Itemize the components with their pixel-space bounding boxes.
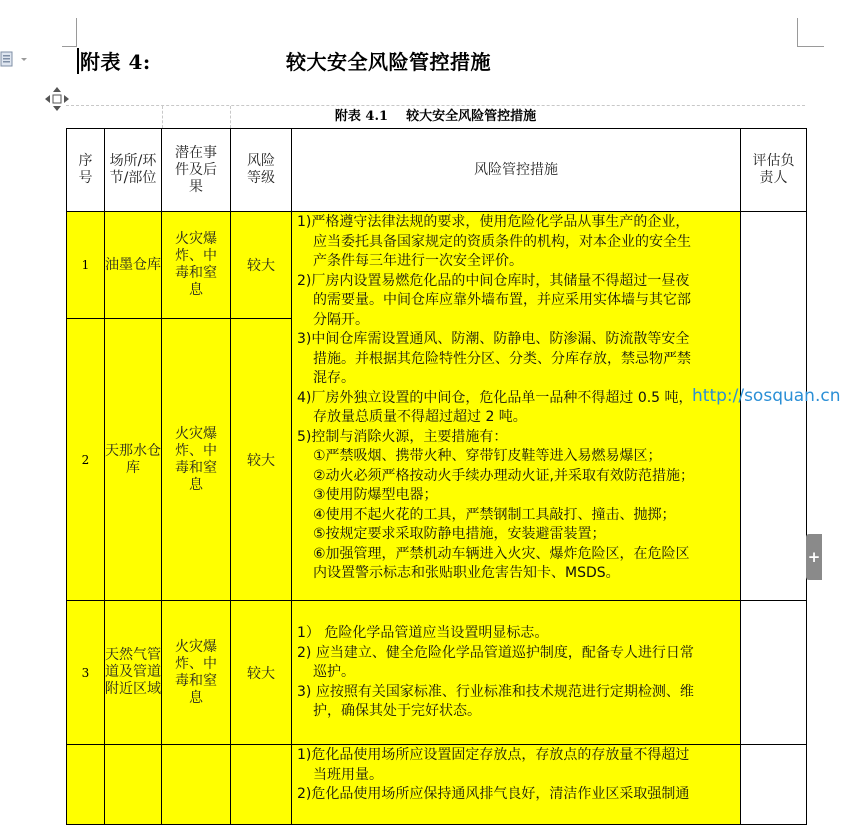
measure-line: 的需要量。中间仓库应靠外墙布置，并应采用实体墙与其它部 <box>313 292 691 308</box>
row-location <box>105 745 162 825</box>
row-consequence: 火灾爆炸、中毒和窒息 <box>162 212 231 319</box>
row-level: 较大 <box>231 319 292 601</box>
measure-line: 2) 应当建立、健全危险化学品管道巡护制度，配备专人进行日常 <box>297 644 694 661</box>
measure-line: 3)中间仓库需设置通风、防潮、防静电、防渗漏、防流散等安全 <box>297 331 690 347</box>
document-icon[interactable] <box>0 50 30 70</box>
measures-list-2 <box>297 624 737 722</box>
owner-cell-3 <box>741 745 807 825</box>
measure-line: 3) 应按照有关国家标准、行业标准和技术规范进行定期检测、维 <box>297 683 694 700</box>
measure-line: 5)控制与消除火源，主要措施有： <box>297 428 508 445</box>
row-consequence: 火灾爆炸、中毒和窒息 <box>162 601 231 745</box>
header-measures: 风险管控措施 <box>292 129 741 212</box>
measure-line: 存放量总质量不得超过超过 2 吨。 <box>313 409 527 425</box>
measures-cell-group-1 <box>292 212 741 601</box>
measure-line: ⑤按规定要求采取防静电措施，安装避雷装置； <box>313 526 606 542</box>
header-consequence: 潜在事件及后果 <box>162 129 231 212</box>
row-level <box>231 745 292 825</box>
table-caption-label: 附表 4.1 <box>334 109 389 124</box>
table-caption-title: 较大安全风险管控措施 <box>406 109 537 124</box>
row-level: 较大 <box>231 212 292 319</box>
measure-line: ⑥加强管理，严禁机动车辆进入火灾、爆炸危险区，在危险区 <box>313 545 690 562</box>
table-caption <box>66 105 805 129</box>
header-location: 场所/环节/部位 <box>105 129 162 212</box>
text-cursor <box>77 48 79 74</box>
measure-line: 4)厂房外独立设置的中间仓，危化品单一品种不得超过 0.5 吨， <box>297 389 693 406</box>
measures-cell-group-2 <box>292 601 741 745</box>
page-heading <box>80 46 780 76</box>
side-expand-tab[interactable]: + <box>806 534 822 580</box>
measure-line: 应当委托具备国家规定的资质条件的机构，对本企业的安全生 <box>313 233 691 250</box>
measure-line: ②动火必须严格按动火手续办理动火证,并采取有效防范措施； <box>313 467 694 484</box>
heading-title: 较大安全风险管控措施 <box>286 50 491 74</box>
measure-line: 产条件每三年进行一次安全评价。 <box>313 253 523 269</box>
measure-line: 1)危化品使用场所应设置固定存放点，存放点的存放量不得超过 <box>297 747 690 763</box>
row-location: 天然气管道及管道附近区域 <box>105 601 162 745</box>
measure-line: 2)厂房内设置易燃危化品的中间仓库时，其储量不得超过一昼夜 <box>297 272 690 289</box>
header-level: 风险等级 <box>231 129 292 212</box>
table-row <box>67 601 807 745</box>
owner-cell-1 <box>741 212 807 601</box>
header-owner: 评估负责人 <box>741 129 807 212</box>
owner-cell-2 <box>741 601 807 745</box>
table-header-row <box>67 129 807 212</box>
watermark[interactable]: http://sosquan.cn <box>692 386 841 406</box>
measure-line: 护，确保其处于完好状态。 <box>313 703 481 720</box>
row-num: 1 <box>67 212 105 319</box>
measure-line: 1） 危险化学品管道应当设置明显标志。 <box>297 625 549 642</box>
measure-line: 混存。 <box>313 370 355 386</box>
table-row <box>67 212 807 319</box>
table-row <box>67 745 807 825</box>
measures-list-3 <box>297 746 737 805</box>
row-num <box>67 745 105 825</box>
crop-mark-top-left <box>62 18 77 47</box>
measure-line: 2)危化品使用场所应保持通风排气良好，清洁作业区采取强制通 <box>297 786 690 802</box>
row-num: 3 <box>67 601 105 745</box>
measure-line: 内设置警示标志和张贴职业危害告知卡、MSDS。 <box>313 565 620 581</box>
measure-line: 分隔开。 <box>313 311 369 328</box>
crop-mark-top-right <box>797 18 824 47</box>
measure-line: 巡护。 <box>313 664 355 681</box>
measures-list-1 <box>297 213 737 584</box>
measure-line: 1)严格遵守法律法规的要求，使用危险化学品从事生产的企业， <box>297 214 690 230</box>
measure-line: ④使用不起火花的工具，严禁钢制工具敲打、撞击、抛掷； <box>313 506 676 523</box>
header-num: 序号 <box>67 129 105 212</box>
risk-control-table <box>66 128 807 825</box>
row-consequence: 火灾爆炸、中毒和窒息 <box>162 319 231 601</box>
row-level: 较大 <box>231 601 292 745</box>
measure-line: 措施。并根据其危险特性分区、分类、分库存放，禁忌物严禁 <box>313 350 691 367</box>
row-location: 天那水仓库 <box>105 319 162 601</box>
measure-line: 当班用量。 <box>313 766 383 783</box>
measures-cell-group-3 <box>292 745 741 825</box>
heading-label: 附表 4: <box>80 50 151 74</box>
row-consequence <box>162 745 231 825</box>
row-location: 油墨仓库 <box>105 212 162 319</box>
row-num: 2 <box>67 319 105 601</box>
measure-line: ③使用防爆型电器； <box>313 487 438 503</box>
measure-line: ①严禁吸烟、携带火种、穿带钉皮鞋等进入易燃易爆区； <box>313 448 662 464</box>
